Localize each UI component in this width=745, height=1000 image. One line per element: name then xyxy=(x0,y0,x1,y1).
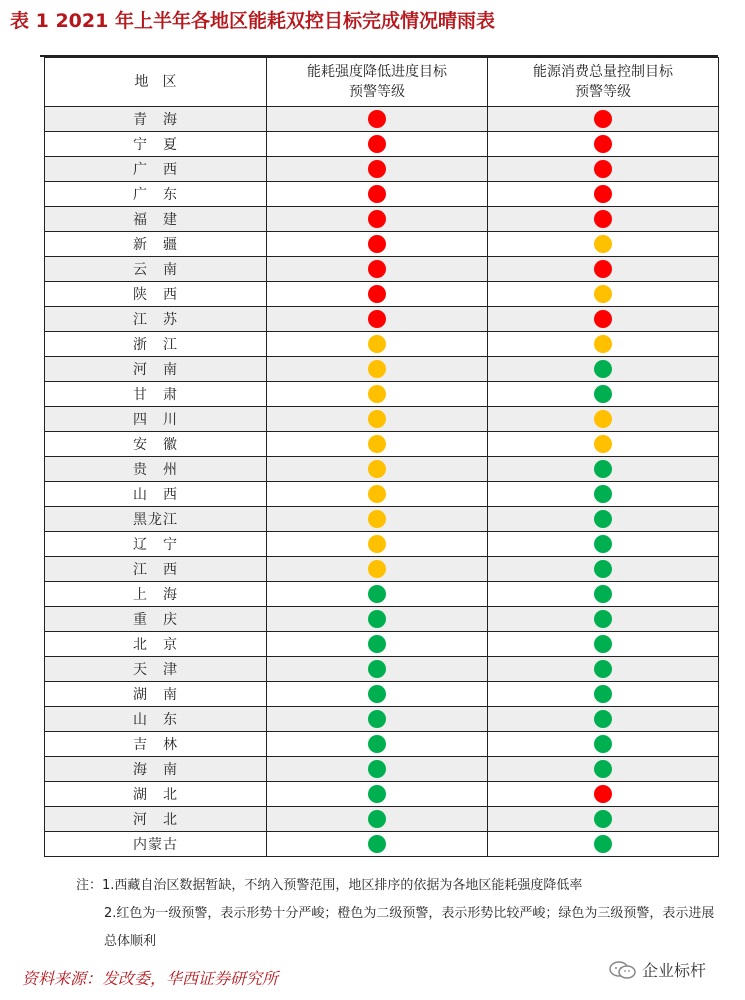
intensity-warning-cell xyxy=(267,432,488,457)
total-warning-cell xyxy=(488,632,719,657)
total-warning-dot-orange xyxy=(594,235,612,253)
total-warning-cell xyxy=(488,757,719,782)
intensity-warning-dot-green xyxy=(368,610,386,628)
region-cell xyxy=(45,507,267,532)
intensity-warning-cell xyxy=(267,782,488,807)
header-region xyxy=(45,58,267,107)
total-warning-dot-green xyxy=(594,360,612,378)
total-warning-dot-red xyxy=(594,185,612,203)
region-cell xyxy=(45,782,267,807)
table-row xyxy=(45,257,719,282)
region-cell xyxy=(45,732,267,757)
table-row xyxy=(45,407,719,432)
total-warning-cell xyxy=(488,407,719,432)
region-cell xyxy=(45,557,267,582)
region-cell xyxy=(45,482,267,507)
intensity-warning-cell xyxy=(267,232,488,257)
intensity-warning-cell xyxy=(267,157,488,182)
region-name: 湖 南 xyxy=(133,687,178,703)
total-warning-cell xyxy=(488,732,719,757)
total-warning-cell xyxy=(488,232,719,257)
table-row xyxy=(45,507,719,532)
total-warning-dot-green xyxy=(594,835,612,853)
region-name: 福 建 xyxy=(133,212,178,228)
table-row xyxy=(45,357,719,382)
region-name: 河 北 xyxy=(133,812,178,828)
warning-table xyxy=(44,57,719,857)
source-line: 资料来源：发改委，华西证券研究所 xyxy=(22,969,279,988)
total-warning-cell xyxy=(488,457,719,482)
region-name: 陕 西 xyxy=(133,287,178,303)
header-intensity-line2: 预警等级 xyxy=(349,84,405,100)
total-warning-dot-red xyxy=(594,785,612,803)
intensity-warning-cell xyxy=(267,457,488,482)
intensity-warning-dot-orange xyxy=(368,485,386,503)
region-name: 海 南 xyxy=(133,762,178,778)
region-cell xyxy=(45,757,267,782)
table-row xyxy=(45,557,719,582)
total-warning-cell xyxy=(488,607,719,632)
region-name: 重 庆 xyxy=(133,612,178,628)
region-cell xyxy=(45,607,267,632)
region-cell xyxy=(45,432,267,457)
region-cell xyxy=(45,132,267,157)
region-name: 云 南 xyxy=(133,262,178,278)
table-row xyxy=(45,332,719,357)
intensity-warning-cell xyxy=(267,557,488,582)
region-name: 吉 林 xyxy=(133,737,178,753)
region-cell xyxy=(45,357,267,382)
wechat-icon xyxy=(608,960,638,980)
total-warning-cell xyxy=(488,157,719,182)
region-name: 辽 宁 xyxy=(133,537,178,553)
table-row xyxy=(45,307,719,332)
region-cell xyxy=(45,582,267,607)
intensity-warning-dot-red xyxy=(368,310,386,328)
table-row xyxy=(45,182,719,207)
total-warning-dot-green xyxy=(594,485,612,503)
table-body xyxy=(45,107,719,857)
intensity-warning-dot-red xyxy=(368,110,386,128)
intensity-warning-dot-green xyxy=(368,710,386,728)
intensity-warning-dot-orange xyxy=(368,385,386,403)
total-warning-dot-green xyxy=(594,635,612,653)
region-name: 安 徽 xyxy=(133,437,178,453)
table-row xyxy=(45,432,719,457)
intensity-warning-dot-green xyxy=(368,660,386,678)
intensity-warning-cell xyxy=(267,682,488,707)
region-name: 广 西 xyxy=(133,162,178,178)
intensity-warning-dot-green xyxy=(368,635,386,653)
intensity-warning-cell xyxy=(267,107,488,132)
total-warning-cell xyxy=(488,132,719,157)
region-name: 上 海 xyxy=(133,587,178,603)
intensity-warning-dot-orange xyxy=(368,435,386,453)
region-cell xyxy=(45,382,267,407)
intensity-warning-cell xyxy=(267,182,488,207)
header-region-label: 地 区 xyxy=(134,74,177,90)
table-header-row xyxy=(45,58,719,107)
table-row xyxy=(45,607,719,632)
region-name: 河 南 xyxy=(133,362,178,378)
intensity-warning-dot-red xyxy=(368,135,386,153)
total-warning-cell xyxy=(488,582,719,607)
intensity-warning-cell xyxy=(267,282,488,307)
total-warning-cell xyxy=(488,782,719,807)
intensity-warning-dot-green xyxy=(368,685,386,703)
total-warning-dot-green xyxy=(594,735,612,753)
total-warning-cell xyxy=(488,507,719,532)
intensity-warning-cell xyxy=(267,332,488,357)
intensity-warning-cell xyxy=(267,307,488,332)
intensity-warning-cell xyxy=(267,707,488,732)
table-row xyxy=(45,832,719,857)
region-cell xyxy=(45,257,267,282)
total-warning-cell xyxy=(488,557,719,582)
intensity-warning-dot-green xyxy=(368,810,386,828)
intensity-warning-dot-green xyxy=(368,760,386,778)
region-name: 广 东 xyxy=(133,187,178,203)
watermark xyxy=(608,958,706,981)
region-name: 甘 肃 xyxy=(133,387,178,403)
intensity-warning-dot-red xyxy=(368,185,386,203)
intensity-warning-dot-red xyxy=(368,235,386,253)
intensity-warning-dot-orange xyxy=(368,510,386,528)
watermark-text: 企业标杆 xyxy=(642,961,707,980)
region-cell xyxy=(45,532,267,557)
region-cell xyxy=(45,632,267,657)
region-name: 新 疆 xyxy=(133,237,178,253)
region-cell xyxy=(45,157,267,182)
total-warning-cell xyxy=(488,332,719,357)
region-name: 江 苏 xyxy=(133,312,178,328)
total-warning-cell xyxy=(488,207,719,232)
region-cell xyxy=(45,657,267,682)
intensity-warning-dot-green xyxy=(368,785,386,803)
region-name: 浙 江 xyxy=(133,337,178,353)
region-cell xyxy=(45,232,267,257)
table-row xyxy=(45,657,719,682)
total-warning-cell xyxy=(488,707,719,732)
table-row xyxy=(45,107,719,132)
table-title: 表 1 2021 年上半年各地区能耗双控目标完成情况晴雨表 xyxy=(10,10,495,32)
total-warning-dot-orange xyxy=(594,335,612,353)
intensity-warning-dot-green xyxy=(368,735,386,753)
region-cell xyxy=(45,307,267,332)
intensity-warning-dot-orange xyxy=(368,535,386,553)
total-warning-cell xyxy=(488,657,719,682)
header-intensity-line1: 能耗强度降低进度目标 xyxy=(307,64,447,80)
total-warning-cell xyxy=(488,482,719,507)
region-name: 山 东 xyxy=(133,712,178,728)
intensity-warning-dot-orange xyxy=(368,335,386,353)
total-warning-dot-green xyxy=(594,610,612,628)
table-row xyxy=(45,757,719,782)
total-warning-dot-green xyxy=(594,810,612,828)
total-warning-cell xyxy=(488,382,719,407)
intensity-warning-cell xyxy=(267,757,488,782)
total-warning-cell xyxy=(488,432,719,457)
table-row xyxy=(45,232,719,257)
region-cell xyxy=(45,457,267,482)
intensity-warning-cell xyxy=(267,532,488,557)
total-warning-dot-green xyxy=(594,710,612,728)
region-name: 贵 州 xyxy=(133,462,178,478)
region-name: 湖 北 xyxy=(133,787,178,803)
intensity-warning-cell xyxy=(267,607,488,632)
region-name: 黑龙江 xyxy=(133,512,178,528)
header-total-line1: 能源消费总量控制目标 xyxy=(533,64,673,80)
region-cell xyxy=(45,682,267,707)
total-warning-dot-green xyxy=(594,760,612,778)
table-row xyxy=(45,457,719,482)
total-warning-dot-green xyxy=(594,535,612,553)
table-row xyxy=(45,382,719,407)
header-intensity xyxy=(267,58,488,107)
region-cell xyxy=(45,282,267,307)
table-row xyxy=(45,132,719,157)
total-warning-dot-red xyxy=(594,110,612,128)
region-name: 内蒙古 xyxy=(133,837,178,853)
total-warning-dot-green xyxy=(594,460,612,478)
table-row xyxy=(45,682,719,707)
region-name: 江 西 xyxy=(133,562,178,578)
total-warning-dot-red xyxy=(594,210,612,228)
intensity-warning-cell xyxy=(267,657,488,682)
region-cell xyxy=(45,332,267,357)
intensity-warning-cell xyxy=(267,482,488,507)
total-warning-dot-orange xyxy=(594,435,612,453)
total-warning-dot-red xyxy=(594,310,612,328)
total-warning-cell xyxy=(488,532,719,557)
total-warning-dot-green xyxy=(594,385,612,403)
intensity-warning-dot-green xyxy=(368,835,386,853)
total-warning-dot-green xyxy=(594,660,612,678)
total-warning-cell xyxy=(488,307,719,332)
intensity-warning-cell xyxy=(267,807,488,832)
intensity-warning-cell xyxy=(267,582,488,607)
intensity-warning-dot-red xyxy=(368,160,386,178)
total-warning-dot-green xyxy=(594,510,612,528)
region-cell xyxy=(45,407,267,432)
total-warning-cell xyxy=(488,182,719,207)
total-warning-cell xyxy=(488,807,719,832)
total-warning-dot-green xyxy=(594,685,612,703)
table-row xyxy=(45,282,719,307)
total-warning-dot-red xyxy=(594,260,612,278)
total-warning-dot-red xyxy=(594,160,612,178)
table-row xyxy=(45,532,719,557)
total-warning-dot-green xyxy=(594,585,612,603)
region-cell xyxy=(45,207,267,232)
intensity-warning-cell xyxy=(267,257,488,282)
region-name: 北 京 xyxy=(133,637,178,653)
region-cell xyxy=(45,707,267,732)
note-1: 注：1.西藏自治区数据暂缺，不纳入预警范围，地区排序的依据为各地区能耗强度降低率 xyxy=(76,878,583,893)
total-warning-dot-red xyxy=(594,135,612,153)
intensity-warning-dot-orange xyxy=(368,410,386,428)
total-warning-dot-orange xyxy=(594,410,612,428)
intensity-warning-cell xyxy=(267,132,488,157)
region-cell xyxy=(45,107,267,132)
region-name: 天 津 xyxy=(133,662,178,678)
region-name: 宁 夏 xyxy=(133,137,178,153)
intensity-warning-cell xyxy=(267,507,488,532)
table-row xyxy=(45,582,719,607)
intensity-warning-dot-red xyxy=(368,260,386,278)
total-warning-cell xyxy=(488,357,719,382)
intensity-warning-cell xyxy=(267,732,488,757)
total-warning-dot-orange xyxy=(594,285,612,303)
total-warning-cell xyxy=(488,107,719,132)
table-row xyxy=(45,482,719,507)
region-cell xyxy=(45,807,267,832)
intensity-warning-cell xyxy=(267,632,488,657)
intensity-warning-dot-orange xyxy=(368,460,386,478)
intensity-warning-cell xyxy=(267,832,488,857)
intensity-warning-cell xyxy=(267,407,488,432)
header-total xyxy=(488,58,719,107)
intensity-warning-cell xyxy=(267,357,488,382)
intensity-warning-dot-green xyxy=(368,585,386,603)
region-name: 山 西 xyxy=(133,487,178,503)
region-name: 青 海 xyxy=(133,112,178,128)
table-row xyxy=(45,782,719,807)
intensity-warning-cell xyxy=(267,382,488,407)
table-row xyxy=(45,732,719,757)
region-name: 四 川 xyxy=(133,412,178,428)
intensity-warning-dot-orange xyxy=(368,560,386,578)
notes xyxy=(76,872,726,956)
intensity-warning-dot-red xyxy=(368,210,386,228)
table-row xyxy=(45,707,719,732)
note-2: 2.红色为一级预警，表示形势十分严峻；橙色为二级预警，表示形势比较严峻；绿色为三级预警，表示进展总体顺利 xyxy=(104,906,715,949)
total-warning-cell xyxy=(488,257,719,282)
header-total-line2: 预警等级 xyxy=(575,84,631,100)
total-warning-dot-green xyxy=(594,560,612,578)
table-row xyxy=(45,807,719,832)
total-warning-cell xyxy=(488,832,719,857)
intensity-warning-cell xyxy=(267,207,488,232)
table-row xyxy=(45,207,719,232)
table-row xyxy=(45,157,719,182)
intensity-warning-dot-red xyxy=(368,285,386,303)
region-cell xyxy=(45,832,267,857)
total-warning-cell xyxy=(488,282,719,307)
table-row xyxy=(45,632,719,657)
intensity-warning-dot-orange xyxy=(368,360,386,378)
region-cell xyxy=(45,182,267,207)
total-warning-cell xyxy=(488,682,719,707)
